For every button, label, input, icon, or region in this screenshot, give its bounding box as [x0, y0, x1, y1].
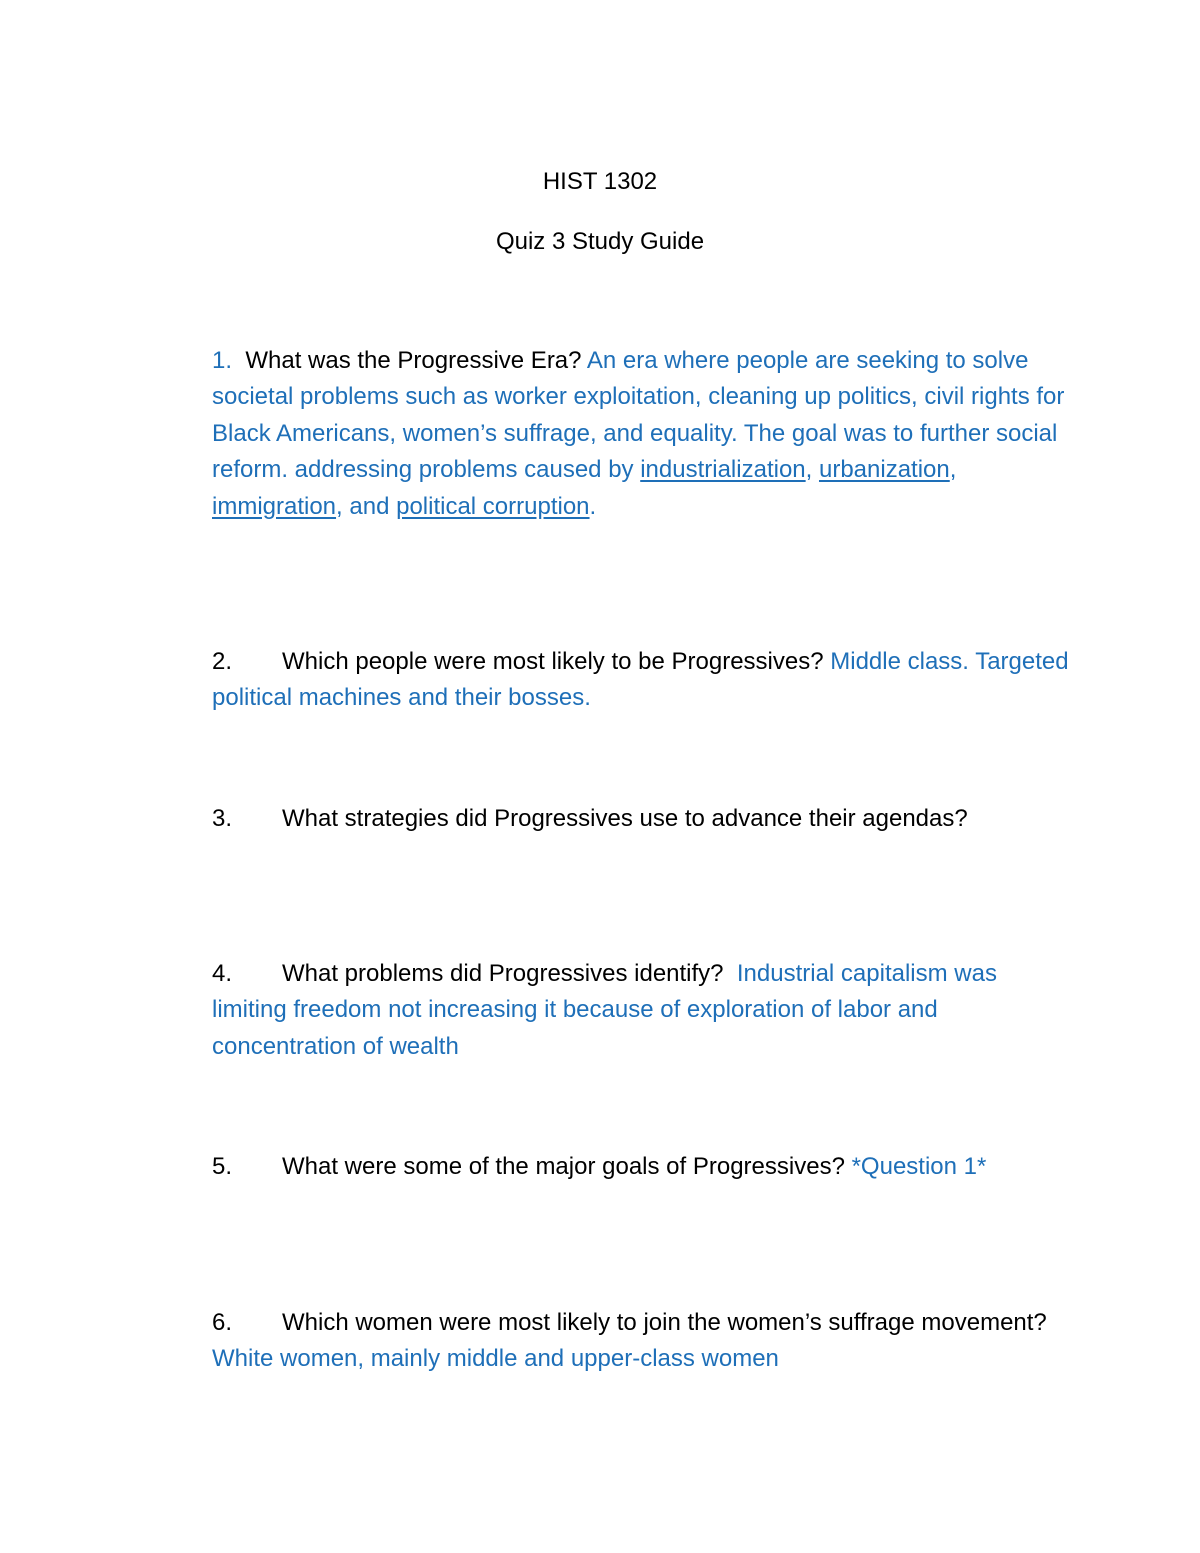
- answer-text: White women, mainly middle and upper-class women: [212, 1345, 779, 1373]
- question-text: Which women were most likely to join the women’s suffrage movement?: [282, 1309, 1047, 1336]
- question-number: 2.: [212, 648, 233, 675]
- question-text: What was the Progressive Era?: [245, 347, 582, 374]
- answer-link-urbanization[interactable]: urbanization: [818, 456, 950, 484]
- question-text: Which people were most likely to be Progressives?: [282, 648, 824, 675]
- question-number: 1.: [212, 347, 233, 374]
- answer-separator: , and: [336, 492, 390, 520]
- question-6: [212, 1305, 1072, 1378]
- answer-separator: ,: [805, 456, 813, 484]
- question-number: 5.: [212, 1153, 233, 1180]
- question-5: [212, 1149, 1072, 1185]
- answer-separator: ,: [949, 456, 957, 484]
- answer-text: An era where people are seeking to solve societal problems such as worker exploitation, cleaning up politics, civil rights for Black Americans, women’s suffrage, and equality. The goal was to further social reform. addressing problems caused by: [212, 347, 1065, 484]
- course-code: HIST 1302: [542, 168, 658, 195]
- question-number: 3.: [212, 805, 233, 832]
- answer-text: Middle class. Targeted political machines and their bosses.: [212, 648, 1069, 712]
- document-title: Quiz 3 Study Guide: [495, 228, 705, 255]
- answer-link-immigration[interactable]: immigration: [212, 492, 337, 520]
- question-text: What strategies did Progressives use to advance their agendas?: [282, 805, 968, 832]
- question-number: 4.: [212, 960, 233, 987]
- answer-link-political-corruption[interactable]: political corruption: [396, 492, 590, 520]
- answer-text: Industrial capitalism was limiting freedom not increasing it because of exploration of labor and concentration of wealth: [212, 960, 997, 1060]
- answer-link-industrialization[interactable]: industrialization: [640, 456, 806, 484]
- question-4: [212, 956, 1072, 1065]
- question-2: [212, 644, 1072, 717]
- question-1: [212, 343, 1072, 525]
- question-text: What problems did Progressives identify?: [282, 960, 724, 987]
- answer-end: .: [589, 492, 597, 520]
- question-3: [212, 801, 1072, 837]
- question-number: 6.: [212, 1309, 233, 1336]
- answer-text: *Question 1*: [851, 1153, 987, 1180]
- question-text: What were some of the major goals of Progressives?: [282, 1153, 845, 1180]
